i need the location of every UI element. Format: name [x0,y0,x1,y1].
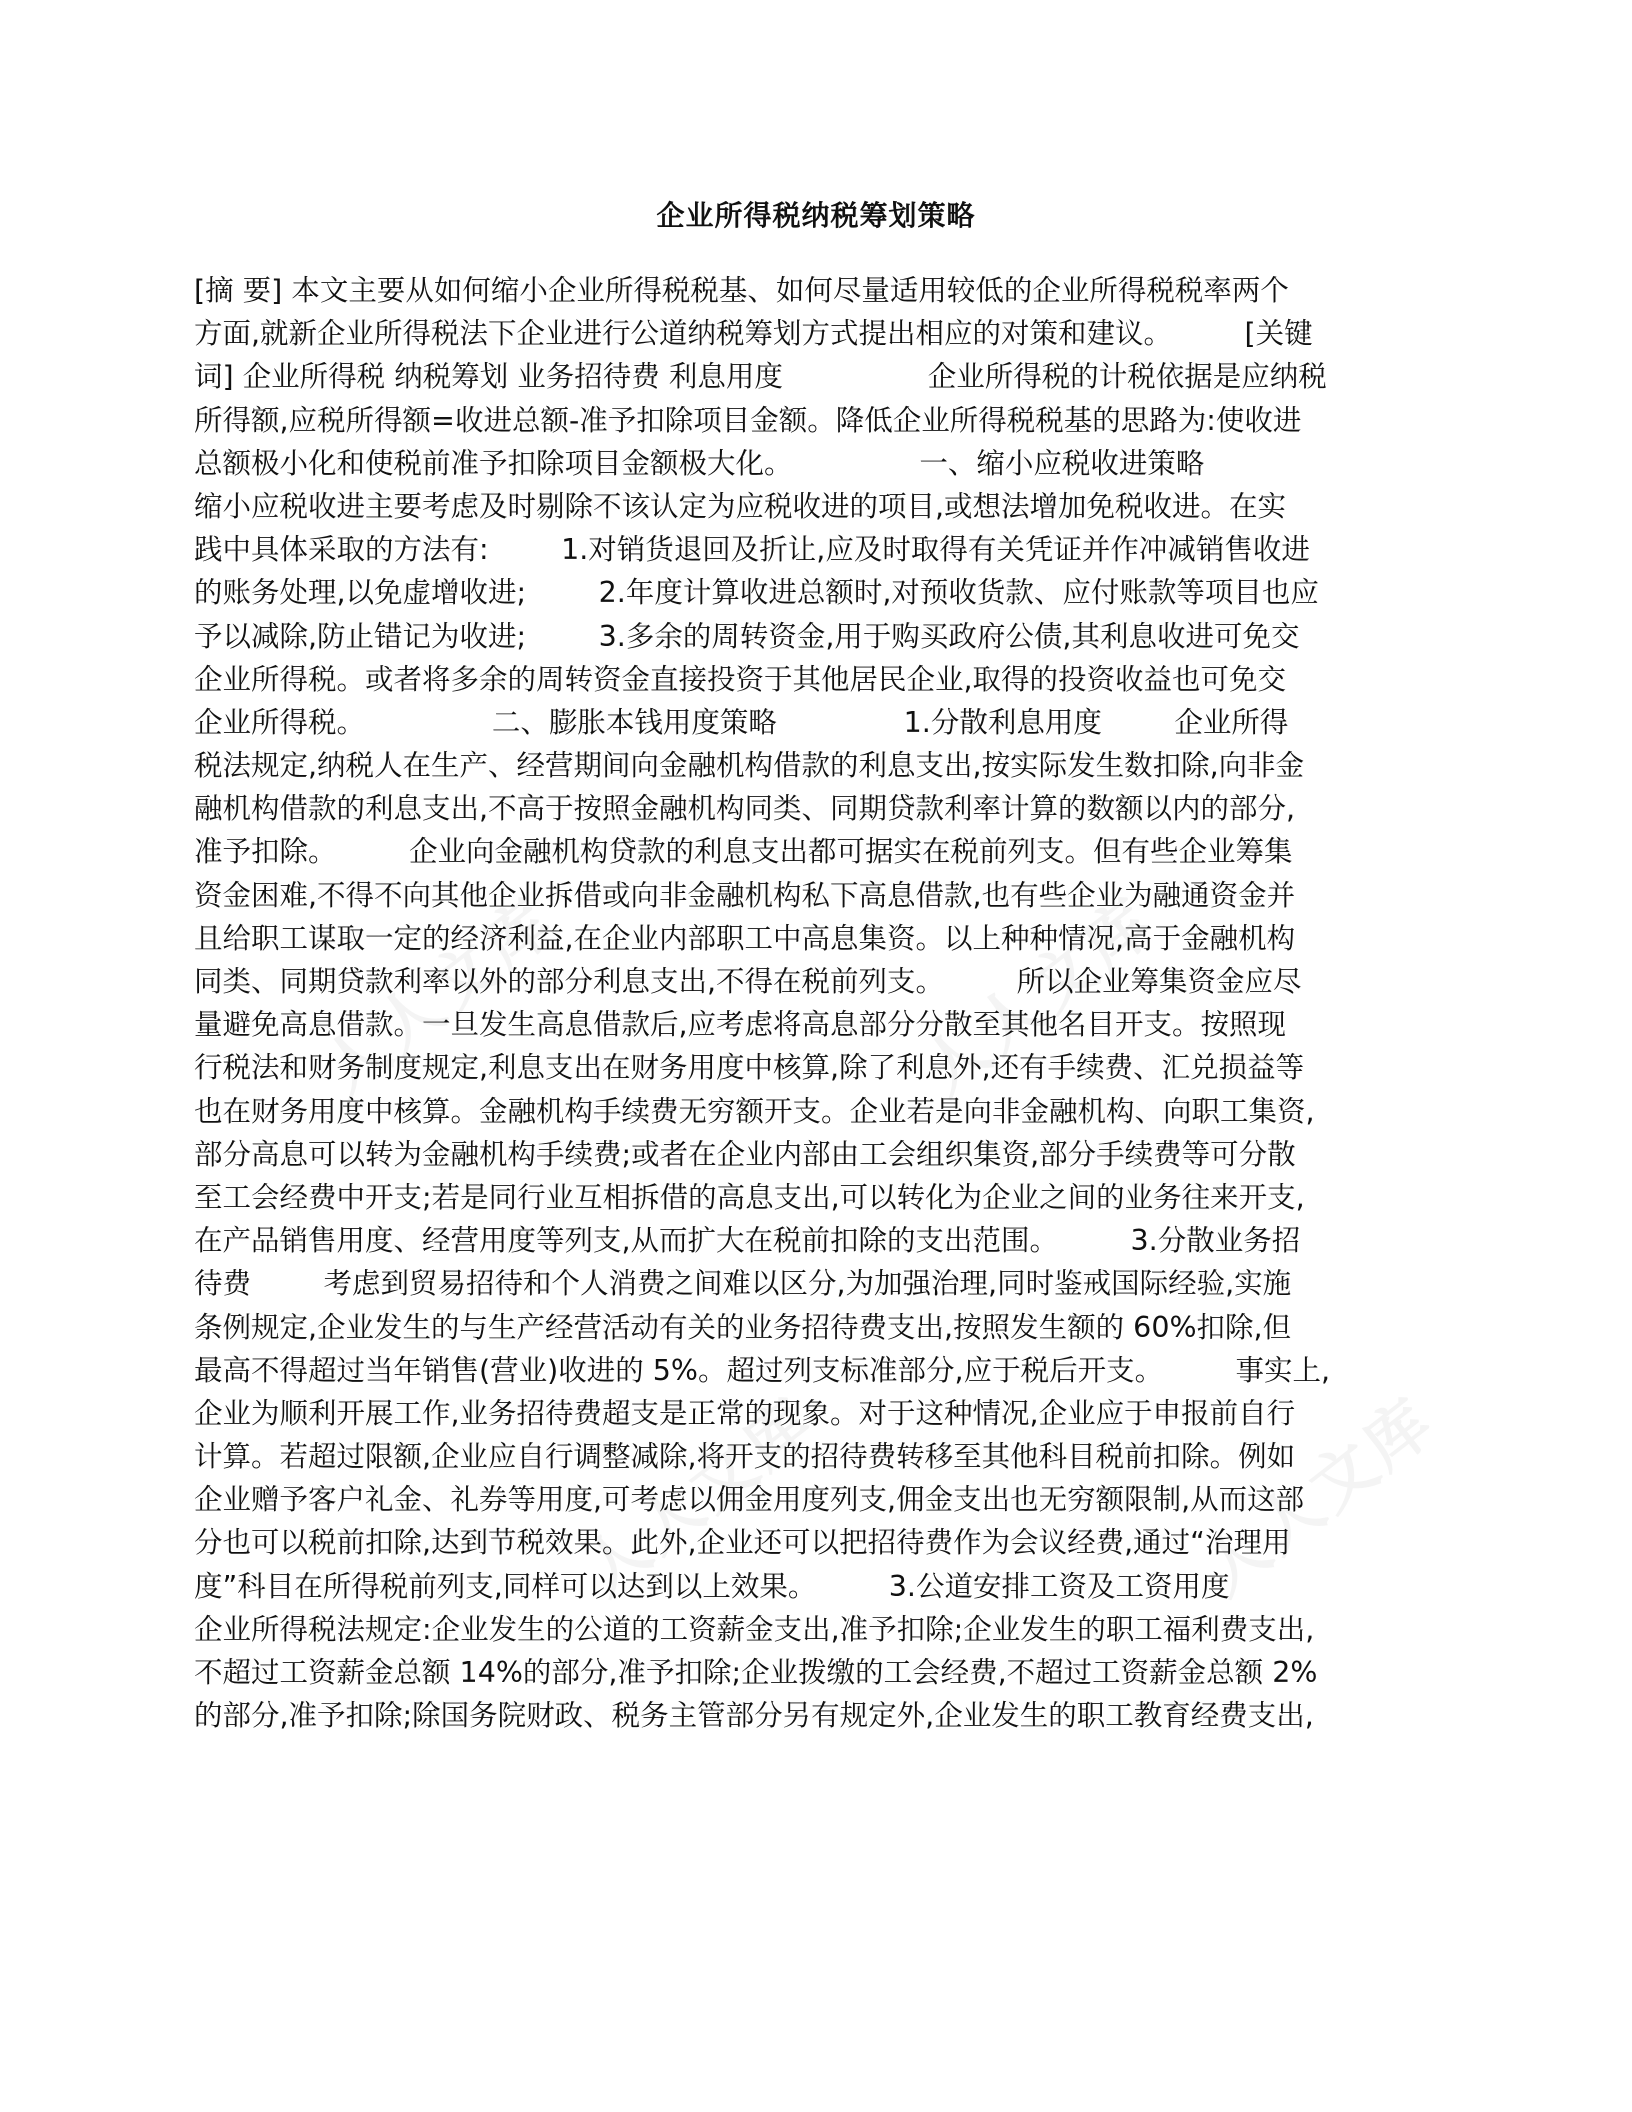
text-line: 度”科目在所得税前列支,同样可以达到以上效果。 3.公道安排工资及工资用度 [194,1569,1230,1603]
text-line: 所得额,应税所得额=收进总额-准予扣除项目金额。降低企业所得税税基的思路为:使收进 [194,403,1302,437]
document-title: 企业所得税纳税筹划策略 [656,199,976,232]
text-line: 企业赠予客户礼金、礼券等用度,可考虑以佣金用度列支,佣金支出也无穷额限制,从而这部 [194,1483,1305,1517]
text-line: 最高不得超过当年销售(营业)收进的 5%。超过列支标准部分,应于税后开支。 事实上, [194,1353,1331,1387]
text-line: 同类、同期贷款利率以外的部分利息支出,不得在税前列支。 所以企业筹集资金应尽 [194,965,1302,998]
text-line: 总额极小化和使税前准予扣除项目金额极大化。 一、缩小应税收进策略 [194,446,1205,480]
text-line: 待费 考虑到贸易招待和个人消费之间难以区分,为加强治理,同时鉴戒国际经验,实施 [194,1267,1292,1301]
text-line: 企业为顺利开展工作,业务招待费超支是正常的现象。对于这种情况,企业应于申报前自行 [194,1396,1296,1430]
text-line: 企业所得税。或者将多余的周转资金直接投资于其他居民企业,取得的投资收益也可免交 [194,662,1287,696]
text-line: 企业所得税法规定:企业发生的公道的工资薪金支出,准予扣除;企业发生的职工福利费支出, [194,1612,1315,1646]
text-line: 分也可以税前扣除,达到节税效果。此外,企业还可以把招待费作为会议经费,通过“治理用 [194,1526,1291,1560]
text-line: 的部分,准予扣除;除国务院财政、税务主管部分另有规定外,企业发生的职工教育经费支出, [194,1699,1314,1733]
text-line: 方面,就新企业所得税法下企业进行公道纳税筹划方式提出相应的对策和建议。 [关键 [194,317,1313,351]
document-body [194,269,1442,1737]
text-line: 资金困难,不得不向其他企业拆借或向非金融机构私下高息借款,也有些企业为融通资金并 [194,878,1296,912]
text-line: 词] 企业所得税 纳税筹划 业务招待费 利息用度 企业所得税的计税依据是应纳税 [194,360,1327,394]
text-line: 部分高息可以转为金融机构手续费;或者在企业内部由工会组织集资,部分手续费等可分散 [194,1137,1296,1171]
text-line: 条例规定,企业发生的与生产经营活动有关的业务招待费支出,按照发生额的 60%扣除,但 [194,1310,1292,1344]
text-line: [摘 要] 本文主要从如何缩小企业所得税税基、如何尽量适用较低的企业所得税税率两个 [194,274,1289,307]
text-line: 计算。若超过限额,企业应自行调整减除,将开支的招待费转移至其他科目税前扣除。例如 [194,1440,1296,1474]
text-line: 准予扣除。 企业向金融机构贷款的利息支出都可据实在税前列支。但有些企业筹集 [194,835,1293,869]
text-line: 税法规定,纳税人在生产、经营期间向金融机构借款的利息支出,按实际发生数扣除,向非金 [194,749,1305,783]
text-line: 也在财务用度中核算。金融机构手续费无穷额开支。企业若是向非金融机构、向职工集资, [194,1094,1315,1128]
text-line: 的账务处理,以免虚增收进; 2.年度计算收进总额时,对预收货款、应付账款等项目也应 [194,576,1319,610]
text-line: 缩小应税收进主要考虑及时剔除不该认定为应税收进的项目,或想法增加免税收进。在实 [194,489,1287,523]
text-line: 不超过工资薪金总额 14%的部分,准予扣除;企业拨缴的工会经费,不超过工资薪金总额 2% [194,1656,1318,1689]
text-line: 在产品销售用度、经营用度等列支,从而扩大在税前扣除的支出范围。 3.分散业务招 [194,1224,1301,1258]
text-line: 践中具体采取的方法有: 1.对销货退回及折让,应及时取得有关凭证并作冲减销售收进 [194,533,1310,567]
text-line: 企业所得税。 二、膨胀本钱用度策略 1.分散利息用度 企业所得 [194,705,1289,739]
text-line: 行税法和财务制度规定,利息支出在财务用度中核算,除了利息外,还有手续费、汇兑损益等 [194,1051,1305,1085]
text-line: 至工会经费中开支;若是同行业互相拆借的高息支出,可以转化为企业之间的业务往来开支, [194,1180,1305,1214]
text-line: 融机构借款的利息支出,不高于按照金融机构同类、同期贷款利率计算的数额以内的部分, [194,792,1296,826]
text-line: 且给职工谋取一定的经济利益,在企业内部职工中高息集资。以上种种情况,高于金融机构 [194,921,1296,955]
text-line: 予以减除,防止错记为收进; 3.多余的周转资金,用于购买政府公债,其利息收进可免交 [194,619,1300,653]
text-line: 量避免高息借款。一旦发生高息借款后,应考虑将高息部分分散至其他名目开支。按照现 [194,1008,1287,1042]
